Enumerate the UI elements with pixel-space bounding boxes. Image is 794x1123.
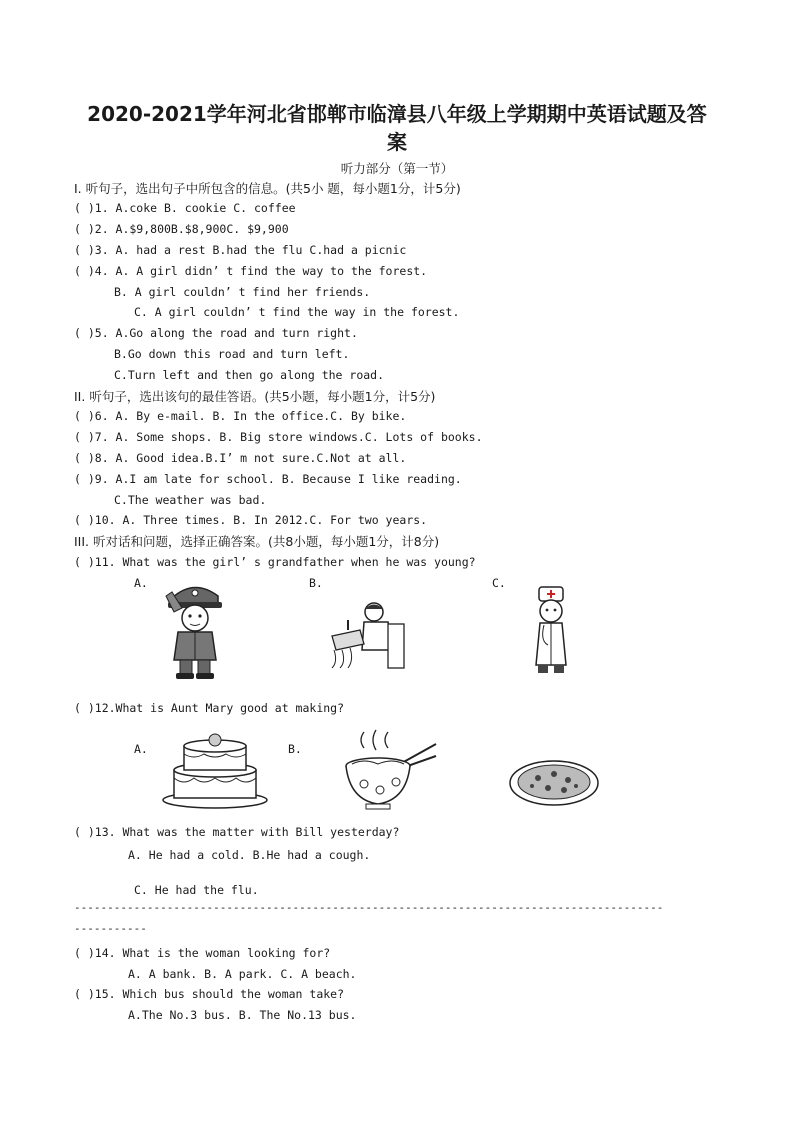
question-9: ( )9. A.I am late for school. B. Because I like reading.: [74, 472, 462, 486]
question-5: ( )5. A.Go along the road and turn right.: [74, 326, 358, 340]
question-13-option-c: C. He had the flu.: [134, 883, 259, 897]
question-4: ( )4. A. A girl didn’ t find the way to the forest.: [74, 264, 428, 278]
page-title-continued: 案: [387, 130, 407, 154]
doctor-picture: [528, 585, 574, 675]
question-5-option-c: C.Turn left and then go along the road.: [114, 368, 385, 382]
cake-picture: [160, 728, 270, 810]
question-11-label-b: B.: [309, 576, 323, 590]
question-12-label-a: A.: [134, 742, 148, 756]
soldier-picture: [158, 578, 230, 680]
question-1: ( )1. A.coke B. cookie C. coffee: [74, 201, 296, 215]
question-10: ( )10. A. Three times. B. In 2012.C. For two years.: [74, 513, 428, 527]
question-3: ( )3. A. had a rest B.had the flu C.had a picnic: [74, 243, 407, 257]
question-11-label-a: A.: [134, 576, 148, 590]
question-8: ( )8. A. Good idea.B.I’ m not sure.C.Not at all.: [74, 451, 407, 465]
question-15-options: A.The No.3 bus. B. The No.13 bus.: [128, 1008, 357, 1022]
question-2: ( )2. A.$9,800B.$8,900C. $9,900: [74, 222, 289, 236]
question-13: ( )13. What was the matter with Bill yesterday?: [74, 825, 400, 839]
question-11: ( )11. What was the girl’ s grandfather when he was young?: [74, 555, 476, 569]
separator-line-continued: -----------: [74, 922, 147, 935]
section-1-heading: I. 听句子，选出句子中所包含的信息。(共5小 题，每小题1分，计5分): [74, 181, 461, 196]
section-3-heading: III. 听对话和问题，选择正确答案。(共8小题，每小题1分，计8分): [74, 534, 440, 549]
question-4-option-c: C. A girl couldn’ t find the way in the forest.: [134, 305, 460, 319]
question-14-options: A. A bank. B. A park. C. A beach.: [128, 967, 357, 981]
page-title: 2020-2021学年河北省邯郸市临漳县八年级上学期期中英语试题及答: [87, 102, 707, 126]
question-12-label-b: B.: [288, 742, 302, 756]
question-9-option-c: C.The weather was bad.: [114, 493, 267, 507]
question-7: ( )7. A. Some shops. B. Big store windows.C. Lots of books.: [74, 430, 483, 444]
tailor-picture: [328, 600, 410, 670]
section-2-heading: II. 听句子，选出该句的最佳答语。(共5小题，每小题1分，计5分): [74, 389, 436, 404]
listening-subtitle: 听力部分（第一节）: [340, 161, 454, 176]
question-5-option-b: B.Go down this road and turn left.: [114, 347, 350, 361]
question-14: ( )14. What is the woman looking for?: [74, 946, 331, 960]
noodles-picture: [338, 728, 438, 812]
pizza-picture: [508, 758, 600, 808]
question-13-options-ab: A. He had a cold. B.He had a cough.: [128, 848, 371, 862]
question-6: ( )6. A. By e-mail. B. In the office.C. By bike.: [74, 409, 407, 423]
separator-line: -----------------------------------------------------------------------------------------: [74, 901, 664, 914]
question-12: ( )12.What is Aunt Mary good at making?: [74, 701, 345, 715]
question-11-label-c: C.: [492, 576, 506, 590]
question-4-option-b: B. A girl couldn’ t find her friends.: [114, 285, 371, 299]
question-15: ( )15. Which bus should the woman take?: [74, 987, 345, 1001]
